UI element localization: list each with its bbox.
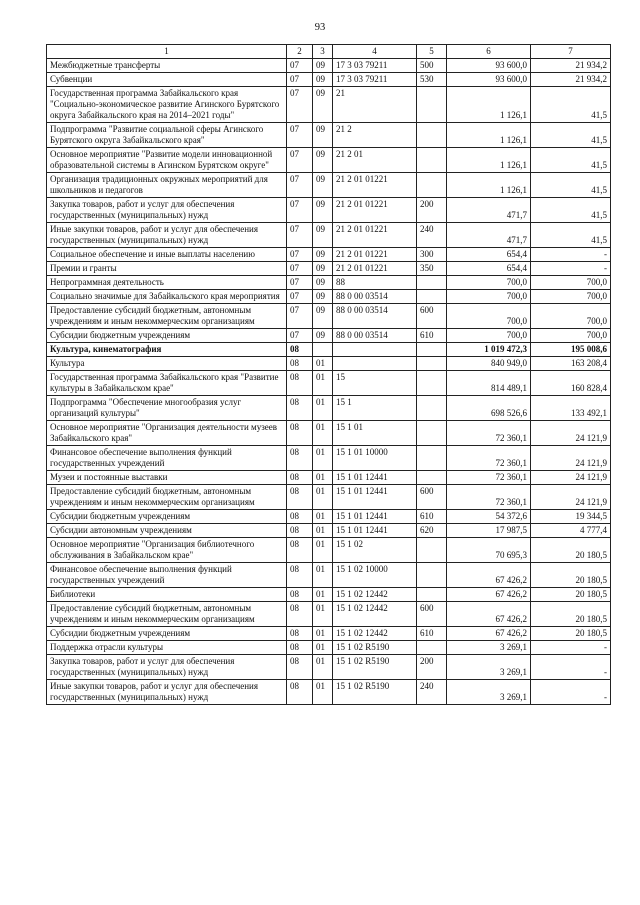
- cell-amount-2: 41,5: [531, 87, 611, 123]
- cell-target-article: 17 3 03 79211: [333, 73, 417, 87]
- cell-amount: 700,0: [447, 290, 531, 304]
- cell-amount-2: 24 121,9: [531, 471, 611, 485]
- cell-amount-2: 24 121,9: [531, 446, 611, 471]
- cell-section: 08: [287, 396, 313, 421]
- header-cell-expense-type: 5: [417, 45, 447, 59]
- cell-subsection: 01: [313, 510, 333, 524]
- cell-name: Закупка товаров, работ и услуг для обеспечения государственных (муниципальных) нужд: [47, 655, 287, 680]
- cell-amount-2: 20 180,5: [531, 602, 611, 627]
- cell-expense-type: [417, 357, 447, 371]
- cell-expense-type: 240: [417, 223, 447, 248]
- cell-subsection: 01: [313, 563, 333, 588]
- cell-section: 07: [287, 262, 313, 276]
- cell-target-article: 15 1 01 12441: [333, 485, 417, 510]
- cell-amount: 67 426,2: [447, 588, 531, 602]
- cell-expense-type: [417, 538, 447, 563]
- cell-expense-type: [417, 148, 447, 173]
- cell-amount: 1 019 472,3: [447, 343, 531, 357]
- cell-target-article: 15 1 02 12442: [333, 588, 417, 602]
- cell-subsection: 01: [313, 421, 333, 446]
- cell-subsection: 09: [313, 73, 333, 87]
- cell-section: 08: [287, 602, 313, 627]
- cell-amount: 700,0: [447, 276, 531, 290]
- cell-expense-type: [417, 563, 447, 588]
- table-row: [47, 655, 611, 680]
- cell-amount-2: 160 828,4: [531, 371, 611, 396]
- cell-target-article: 88: [333, 276, 417, 290]
- cell-amount: 72 360,1: [447, 471, 531, 485]
- cell-expense-type: [417, 396, 447, 421]
- cell-name: Библиотеки: [47, 588, 287, 602]
- cell-amount: 471,7: [447, 198, 531, 223]
- cell-amount: 471,7: [447, 223, 531, 248]
- cell-target-article: 88 0 00 03514: [333, 304, 417, 329]
- cell-name: Подпрограмма "Обеспечение многообразия услуг организаций культуры": [47, 396, 287, 421]
- cell-amount: 3 269,1: [447, 655, 531, 680]
- table-row: [47, 524, 611, 538]
- cell-name: Предоставление субсидий бюджетным, автономным учреждениям и иным некоммерческим организациям: [47, 304, 287, 329]
- cell-name: Финансовое обеспечение выполнения функций государственных учреждений: [47, 446, 287, 471]
- cell-expense-type: 600: [417, 304, 447, 329]
- cell-expense-type: [417, 87, 447, 123]
- cell-amount: 654,4: [447, 248, 531, 262]
- cell-subsection: 09: [313, 276, 333, 290]
- cell-subsection: 01: [313, 655, 333, 680]
- cell-subsection: 01: [313, 485, 333, 510]
- cell-amount-2: 20 180,5: [531, 627, 611, 641]
- cell-section: 07: [287, 276, 313, 290]
- table-row: [47, 276, 611, 290]
- table-row: [47, 680, 611, 705]
- cell-name: Субсидии бюджетным учреждениям: [47, 329, 287, 343]
- cell-amount-2: 163 208,4: [531, 357, 611, 371]
- table-row: [47, 627, 611, 641]
- cell-amount-2: -: [531, 680, 611, 705]
- cell-amount: 72 360,1: [447, 485, 531, 510]
- cell-target-article: 15 1 01 12441: [333, 471, 417, 485]
- cell-expense-type: [417, 371, 447, 396]
- cell-expense-type: 200: [417, 198, 447, 223]
- cell-name: Социальное обеспечение и иные выплаты населению: [47, 248, 287, 262]
- cell-name: Межбюджетные трансферты: [47, 59, 287, 73]
- table-row: [47, 510, 611, 524]
- cell-subsection: 01: [313, 471, 333, 485]
- cell-name: Премии и гранты: [47, 262, 287, 276]
- cell-section: 07: [287, 173, 313, 198]
- cell-target-article: 15 1 01 12441: [333, 510, 417, 524]
- cell-target-article: 15 1 01: [333, 421, 417, 446]
- cell-name: Поддержка отрасли культуры: [47, 641, 287, 655]
- cell-subsection: 09: [313, 290, 333, 304]
- cell-subsection: 01: [313, 538, 333, 563]
- cell-section: 08: [287, 357, 313, 371]
- table-row: [47, 290, 611, 304]
- cell-subsection: 01: [313, 446, 333, 471]
- cell-expense-type: 240: [417, 680, 447, 705]
- table-row: [47, 73, 611, 87]
- cell-target-article: [333, 357, 417, 371]
- cell-section: 08: [287, 524, 313, 538]
- cell-subsection: 09: [313, 223, 333, 248]
- table-row: [47, 148, 611, 173]
- cell-amount-2: 41,5: [531, 148, 611, 173]
- cell-section: 08: [287, 371, 313, 396]
- cell-name: Субсидии бюджетным учреждениям: [47, 510, 287, 524]
- cell-target-article: 15 1 01 10000: [333, 446, 417, 471]
- cell-section: 07: [287, 87, 313, 123]
- cell-amount: 1 126,1: [447, 148, 531, 173]
- cell-amount: 67 426,2: [447, 627, 531, 641]
- cell-target-article: 21 2 01 01221: [333, 262, 417, 276]
- cell-expense-type: 200: [417, 655, 447, 680]
- cell-amount: 54 372,6: [447, 510, 531, 524]
- table-row: [47, 371, 611, 396]
- cell-amount-2: 41,5: [531, 123, 611, 148]
- cell-amount: 654,4: [447, 262, 531, 276]
- header-cell-amount: 6: [447, 45, 531, 59]
- cell-amount-2: 195 008,6: [531, 343, 611, 357]
- cell-name: Иные закупки товаров, работ и услуг для обеспечения государственных (муниципальных) нужд: [47, 223, 287, 248]
- cell-expense-type: 300: [417, 248, 447, 262]
- cell-name: Культура, кинематография: [47, 343, 287, 357]
- table-row: [47, 248, 611, 262]
- cell-amount-2: 20 180,5: [531, 588, 611, 602]
- cell-expense-type: 600: [417, 602, 447, 627]
- cell-expense-type: [417, 276, 447, 290]
- cell-amount: 814 489,1: [447, 371, 531, 396]
- cell-amount-2: 21 934,2: [531, 73, 611, 87]
- header-cell-name: 1: [47, 45, 287, 59]
- table-row: [47, 262, 611, 276]
- cell-subsection: 09: [313, 329, 333, 343]
- table-row: [47, 421, 611, 446]
- cell-section: 07: [287, 73, 313, 87]
- header-cell-amount-2: 7: [531, 45, 611, 59]
- cell-section: 07: [287, 59, 313, 73]
- cell-subsection: 09: [313, 87, 333, 123]
- cell-name: Основное мероприятие "Организация библиотечного обслуживания в Забайкальском крае": [47, 538, 287, 563]
- cell-amount: 93 600,0: [447, 59, 531, 73]
- cell-expense-type: 500: [417, 59, 447, 73]
- cell-section: 07: [287, 148, 313, 173]
- header-cell-section: 2: [287, 45, 313, 59]
- cell-subsection: 01: [313, 602, 333, 627]
- cell-name: Предоставление субсидий бюджетным, автономным учреждениям и иным некоммерческим организациям: [47, 602, 287, 627]
- cell-subsection: 09: [313, 198, 333, 223]
- cell-name: Государственная программа Забайкальского края "Социально-экономическое развитие Агинского Бурятского округа Забайкальского края на 2014–2021 годы": [47, 87, 287, 123]
- table-row: [47, 87, 611, 123]
- cell-amount-2: 20 180,5: [531, 563, 611, 588]
- cell-amount-2: 24 121,9: [531, 421, 611, 446]
- cell-amount-2: 41,5: [531, 198, 611, 223]
- table-row: [47, 173, 611, 198]
- cell-section: 08: [287, 446, 313, 471]
- cell-name: Основное мероприятие "Организация деятельности музеев Забайкальского края": [47, 421, 287, 446]
- table-row: [47, 198, 611, 223]
- table-row: [47, 641, 611, 655]
- header-row: [47, 45, 611, 59]
- cell-section: 08: [287, 421, 313, 446]
- cell-name: Государственная программа Забайкальского края "Развитие культуры в Забайкальском крае": [47, 371, 287, 396]
- cell-target-article: 21 2 01: [333, 148, 417, 173]
- table-row: [47, 304, 611, 329]
- header-cell-target-article: 4: [333, 45, 417, 59]
- cell-name: Закупка товаров, работ и услуг для обеспечения государственных (муниципальных) нужд: [47, 198, 287, 223]
- cell-target-article: 88 0 00 03514: [333, 290, 417, 304]
- table-row: [47, 471, 611, 485]
- cell-amount: 700,0: [447, 304, 531, 329]
- cell-amount: 67 426,2: [447, 563, 531, 588]
- table-row: [47, 396, 611, 421]
- cell-section: 07: [287, 248, 313, 262]
- cell-target-article: 15 1: [333, 396, 417, 421]
- cell-amount: 93 600,0: [447, 73, 531, 87]
- cell-target-article: 88 0 00 03514: [333, 329, 417, 343]
- table-row: [47, 588, 611, 602]
- cell-section: 08: [287, 563, 313, 588]
- table-row: [47, 446, 611, 471]
- cell-name: Социально значимые для Забайкальского края мероприятия: [47, 290, 287, 304]
- budget-table: [46, 44, 611, 705]
- cell-section: 08: [287, 485, 313, 510]
- cell-expense-type: [417, 290, 447, 304]
- cell-amount-2: -: [531, 262, 611, 276]
- table-row: [47, 123, 611, 148]
- cell-amount: 70 695,3: [447, 538, 531, 563]
- cell-section: 08: [287, 680, 313, 705]
- cell-section: 07: [287, 329, 313, 343]
- cell-subsection: 01: [313, 588, 333, 602]
- page-number: 93: [314, 22, 326, 33]
- cell-amount-2: 41,5: [531, 173, 611, 198]
- cell-subsection: 09: [313, 304, 333, 329]
- cell-section: 08: [287, 538, 313, 563]
- cell-expense-type: 620: [417, 524, 447, 538]
- cell-amount: 3 269,1: [447, 641, 531, 655]
- cell-amount: 700,0: [447, 329, 531, 343]
- cell-expense-type: [417, 446, 447, 471]
- cell-amount-2: 133 492,1: [531, 396, 611, 421]
- cell-section: 08: [287, 641, 313, 655]
- cell-section: 07: [287, 123, 313, 148]
- cell-subsection: 01: [313, 641, 333, 655]
- table-row: [47, 223, 611, 248]
- cell-section: 08: [287, 343, 313, 357]
- cell-expense-type: [417, 588, 447, 602]
- table-row: [47, 563, 611, 588]
- cell-name: Организация традиционных окружных мероприятий для школьников и педагогов: [47, 173, 287, 198]
- cell-target-article: [333, 343, 417, 357]
- cell-subsection: 01: [313, 357, 333, 371]
- table-row: [47, 485, 611, 510]
- cell-amount-2: 41,5: [531, 223, 611, 248]
- cell-subsection: 01: [313, 396, 333, 421]
- cell-target-article: 15 1 02 10000: [333, 563, 417, 588]
- cell-name: Основное мероприятие "Развитие модели инновационной образовательной системы в Агинском Бурятском округе": [47, 148, 287, 173]
- cell-target-article: 15 1 02 R5190: [333, 680, 417, 705]
- header-cell-subsection: 3: [313, 45, 333, 59]
- cell-subsection: 01: [313, 680, 333, 705]
- cell-target-article: 21 2 01 01221: [333, 198, 417, 223]
- cell-expense-type: 350: [417, 262, 447, 276]
- cell-amount-2: -: [531, 248, 611, 262]
- cell-section: 08: [287, 510, 313, 524]
- cell-subsection: 09: [313, 59, 333, 73]
- cell-target-article: 17 3 03 79211: [333, 59, 417, 73]
- cell-section: 07: [287, 290, 313, 304]
- table-row: [47, 602, 611, 627]
- cell-amount-2: -: [531, 655, 611, 680]
- cell-name: Субсидии бюджетным учреждениям: [47, 627, 287, 641]
- cell-amount-2: 700,0: [531, 290, 611, 304]
- cell-amount: 3 269,1: [447, 680, 531, 705]
- cell-amount: 1 126,1: [447, 173, 531, 198]
- cell-expense-type: 600: [417, 485, 447, 510]
- cell-amount: 67 426,2: [447, 602, 531, 627]
- cell-name: Иные закупки товаров, работ и услуг для обеспечения государственных (муниципальных) нужд: [47, 680, 287, 705]
- cell-amount: 1 126,1: [447, 87, 531, 123]
- cell-amount-2: 20 180,5: [531, 538, 611, 563]
- cell-amount: 72 360,1: [447, 421, 531, 446]
- cell-expense-type: [417, 641, 447, 655]
- cell-amount-2: 24 121,9: [531, 485, 611, 510]
- cell-section: 08: [287, 471, 313, 485]
- table-row: [47, 329, 611, 343]
- cell-section: 07: [287, 198, 313, 223]
- table-row: [47, 538, 611, 563]
- cell-subsection: 01: [313, 627, 333, 641]
- cell-target-article: 15 1 02 R5190: [333, 641, 417, 655]
- cell-section: 08: [287, 655, 313, 680]
- cell-subsection: 09: [313, 262, 333, 276]
- cell-name: Непрограммная деятельность: [47, 276, 287, 290]
- cell-name: Финансовое обеспечение выполнения функций государственных учреждений: [47, 563, 287, 588]
- cell-amount: 72 360,1: [447, 446, 531, 471]
- cell-amount-2: 700,0: [531, 304, 611, 329]
- cell-subsection: 01: [313, 371, 333, 396]
- cell-target-article: 15 1 01 12441: [333, 524, 417, 538]
- cell-subsection: 09: [313, 173, 333, 198]
- cell-expense-type: 610: [417, 627, 447, 641]
- cell-amount-2: 21 934,2: [531, 59, 611, 73]
- cell-name: Подпрограмма "Развитие социальной сферы Агинского Бурятского округа Забайкальского края": [47, 123, 287, 148]
- cell-name: Культура: [47, 357, 287, 371]
- cell-name: Предоставление субсидий бюджетным, автономным учреждениям и иным некоммерческим организациям: [47, 485, 287, 510]
- cell-expense-type: [417, 421, 447, 446]
- cell-subsection: 09: [313, 148, 333, 173]
- cell-section: 07: [287, 304, 313, 329]
- cell-target-article: 15 1 02 12442: [333, 602, 417, 627]
- cell-subsection: 01: [313, 524, 333, 538]
- table-row: [47, 343, 611, 357]
- cell-expense-type: [417, 343, 447, 357]
- cell-amount-2: 4 777,4: [531, 524, 611, 538]
- cell-name: Музеи и постоянные выставки: [47, 471, 287, 485]
- cell-target-article: 15 1 02: [333, 538, 417, 563]
- table-body: [47, 45, 611, 705]
- cell-amount: 840 949,0: [447, 357, 531, 371]
- cell-target-article: 21 2 01 01221: [333, 248, 417, 262]
- cell-subsection: [313, 343, 333, 357]
- cell-expense-type: [417, 123, 447, 148]
- cell-name: Субсидии автономным учреждениям: [47, 524, 287, 538]
- cell-expense-type: 610: [417, 510, 447, 524]
- cell-amount-2: 700,0: [531, 329, 611, 343]
- table-row: [47, 59, 611, 73]
- cell-target-article: 21 2 01 01221: [333, 173, 417, 198]
- cell-target-article: 15 1 02 12442: [333, 627, 417, 641]
- cell-section: 08: [287, 627, 313, 641]
- cell-expense-type: 530: [417, 73, 447, 87]
- cell-target-article: 15: [333, 371, 417, 396]
- cell-expense-type: 610: [417, 329, 447, 343]
- cell-expense-type: [417, 173, 447, 198]
- cell-amount-2: -: [531, 641, 611, 655]
- cell-section: 07: [287, 223, 313, 248]
- cell-target-article: 15 1 02 R5190: [333, 655, 417, 680]
- cell-amount-2: 19 344,5: [531, 510, 611, 524]
- cell-amount: 17 987,5: [447, 524, 531, 538]
- cell-target-article: 21 2 01 01221: [333, 223, 417, 248]
- cell-target-article: 21: [333, 87, 417, 123]
- cell-name: Субвенции: [47, 73, 287, 87]
- cell-target-article: 21 2: [333, 123, 417, 148]
- cell-section: 08: [287, 588, 313, 602]
- cell-expense-type: [417, 471, 447, 485]
- cell-amount: 1 126,1: [447, 123, 531, 148]
- cell-amount: 698 526,6: [447, 396, 531, 421]
- table-row: [47, 357, 611, 371]
- cell-amount-2: 700,0: [531, 276, 611, 290]
- cell-subsection: 09: [313, 248, 333, 262]
- cell-subsection: 09: [313, 123, 333, 148]
